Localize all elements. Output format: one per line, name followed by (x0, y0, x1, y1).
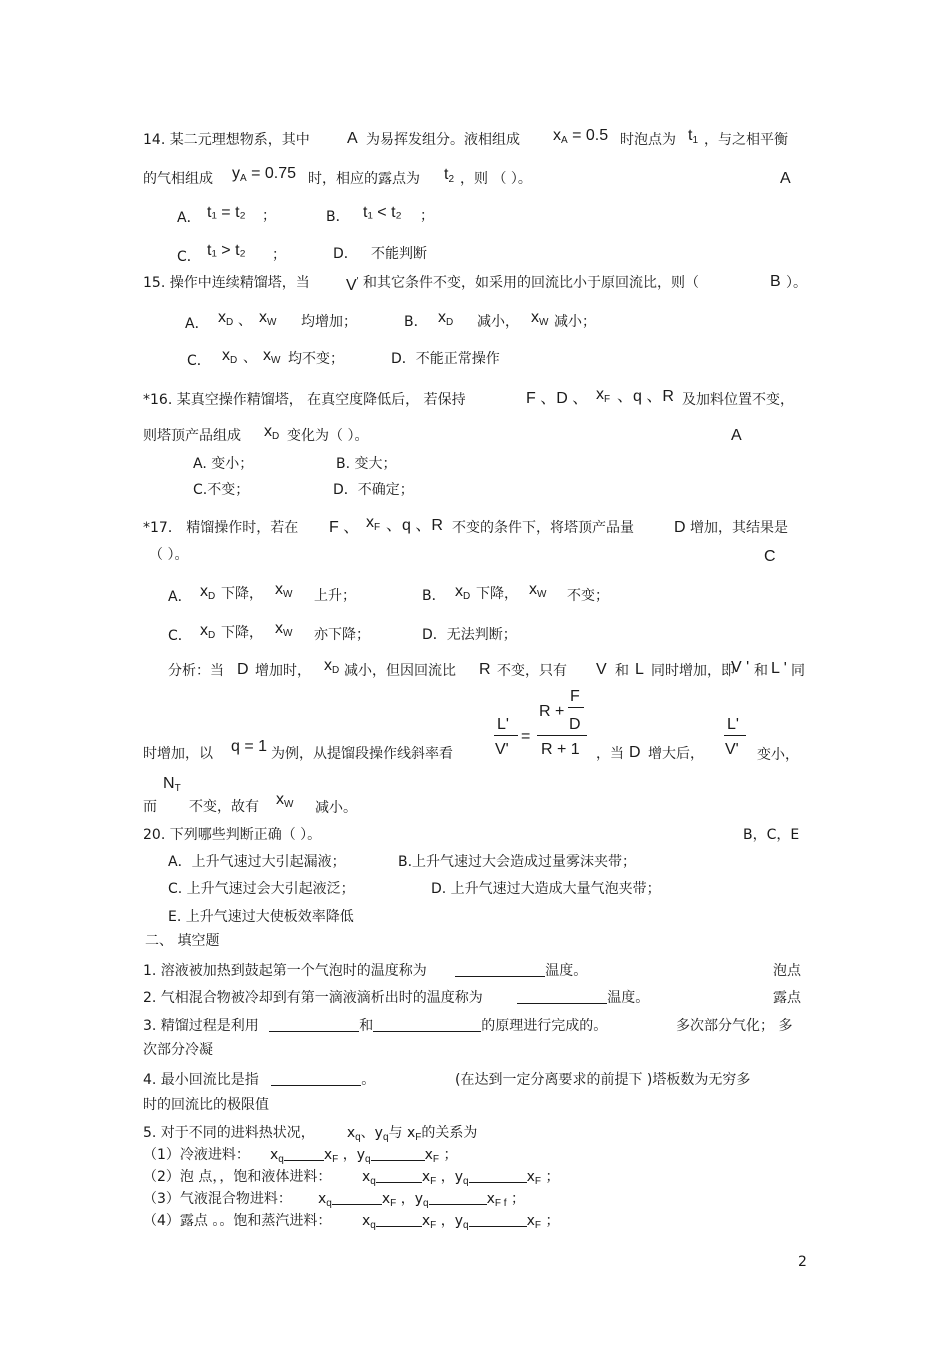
q17-optB-t1: 下降， (476, 586, 518, 602)
q17-vars1: F 、 (329, 519, 360, 536)
q20-optB: B.上升气速过大会造成过量雾沫夹带； (398, 854, 637, 870)
q5-r1-rel: $x_q$ $x_F$ ，$y_q$ $x_F$ ； (270, 1147, 458, 1165)
q14-optB-end: ； (420, 208, 434, 224)
q5-r4: （4）露点 。。饱和蒸汽进料： (143, 1213, 332, 1229)
fill-4: 4. 最小回流比是指 。 (143, 1072, 376, 1088)
q17-optB-t2: 不变； (567, 588, 609, 604)
q14-answer: A (780, 170, 791, 187)
section-2-title: 二、 填空题 (145, 933, 220, 949)
q15-optA-xD: $x_D$ (218, 309, 234, 328)
fill-4-line2: 时的回流比的极限值 (143, 1097, 269, 1113)
q15-optB-t2: 减小； (554, 314, 596, 330)
q14-cond-ya: $y_A = 0.75$ (232, 165, 297, 184)
q15-line1c: ）。 (786, 275, 807, 291)
fill-4-answer: (在达到一定分离要求的前提下 )塔板数为无穷多 (455, 1072, 751, 1088)
q15-answer: B (770, 273, 781, 290)
frac-F: F (570, 688, 580, 705)
q15-optA-label: A． (185, 316, 209, 332)
fill-2: 2. 气相混合物被冷却到有第一滴液滴析出时的温度称为 温度。 (143, 990, 650, 1006)
fill-3: 3. 精馏过程是利用 和 的原理进行完成的。 (143, 1018, 608, 1034)
q16-vars2: 、q 、R (617, 388, 674, 405)
q17-an-L: L (635, 661, 644, 678)
q16-line1: *16. 某真空操作精馏塔， 在真空度降低后， 若保持 (143, 392, 466, 408)
q17-optD: D．无法判断； (422, 627, 517, 643)
fill-2-answer: 露点 (773, 990, 801, 1006)
q17-an-line1b: 增加时， (255, 663, 311, 679)
q14-optA-label: A． (177, 210, 201, 226)
q14-var-A: A (347, 130, 358, 147)
q14-optD-label: D． (333, 246, 358, 262)
q15-optA-xW: $x_W$ (259, 309, 277, 328)
q17-an-line2e: 变小， (757, 747, 799, 763)
q16-optD: D．不确定； (333, 482, 414, 498)
q20-optA: A．上升气速过大引起漏液； (168, 854, 346, 870)
q15-line1b: 和其它条件不变，如采用的回流比小于原回流比，则（ (363, 275, 699, 291)
frac-line-1 (494, 735, 518, 736)
q20-optC: C. 上升气速过会大引起液泛； (168, 881, 355, 897)
q17-vars2: 、q 、R (386, 517, 443, 534)
q5-line1: 5. 对于不同的进料热状况， $x_q$、$y_q$与 $x_F$的关系为 (143, 1125, 478, 1143)
q15-optB-xW: $x_W$ (531, 309, 549, 328)
q17-an-V2: V ' (731, 659, 750, 676)
q15-var-V: V' (346, 276, 359, 294)
q16-optA: A. 变小； (193, 456, 254, 472)
q15-optB-label: B． (404, 314, 428, 330)
q17-an-xW: $x_W$ (276, 791, 294, 810)
q16-line2b: 变化为（ ）。 (287, 428, 369, 444)
q20-optD: D. 上升气速过大造成大量气泡夹带； (431, 881, 661, 897)
q20-answer: B，C，E (743, 827, 800, 843)
q14-optB-label: B． (326, 209, 350, 225)
q17-xF: $x_F$ (366, 514, 381, 533)
q15-optA-sep: 、 (238, 313, 252, 329)
frac-den: R + 1 (541, 741, 580, 758)
q17-an-line1f: 同时增加，即 (651, 663, 735, 679)
q17-an-NT: $N_T$ (163, 775, 181, 794)
q20-optE: E. 上升气速过大使板效率降低 (168, 909, 354, 925)
q14-optA: t₁ = t₂ (207, 204, 246, 221)
page-number: 2 (798, 1254, 807, 1270)
q14-optC: t₁ > t₂ (207, 242, 246, 259)
q17-an-xD: $x_D$ (324, 657, 340, 676)
q17-an-line2a: 时增加，以 (143, 746, 213, 762)
q15-optB-xD: $x_D$ (438, 309, 454, 328)
q16-answer: A (731, 427, 742, 444)
q17-an-and1: 和 (615, 663, 629, 679)
q14-line1d: ，与之相平衡 (704, 132, 788, 148)
q14-cond-xa: $x_A = 0.5$ (553, 127, 609, 146)
q14-line2: 的气相组成 (143, 171, 213, 187)
q17-an-line2d: 增大后， (648, 746, 704, 762)
q17-optA-t1: 下降， (221, 586, 263, 602)
q15-optA-text: 均增加； (301, 314, 357, 330)
q17-line1: *17． 精馏操作时，若在 (143, 520, 299, 536)
q14-line1c: 时泡点为 (620, 132, 676, 148)
q16-vars: F 、D 、 (526, 390, 589, 407)
q16-line2: 则塔顶产品组成 (143, 428, 241, 444)
fill-1: 1. 溶液被加热到鼓起第一个气泡时的温度称为 温度。 (143, 963, 588, 979)
q17-an-line3b: 不变，故有 (189, 799, 259, 815)
q17-line1c: 增加，其结果是 (690, 520, 788, 536)
q17-an-line1a: 分析：当 (168, 663, 224, 679)
q14-optC-end: ； (272, 247, 286, 263)
q14-optB: t₁ < t₂ (363, 204, 402, 221)
frac-V: V' (495, 741, 509, 758)
q5-r1: （1）冷液进料： (143, 1147, 250, 1163)
q14-t2: $t_2$ (444, 166, 455, 185)
q14-line2b: 时，相应的露点为 (308, 171, 420, 187)
q17-an-q1: q = 1 (231, 738, 268, 755)
q16-optC: C.不变； (193, 482, 250, 498)
frac-line-2 (537, 735, 587, 736)
q15-optC-text: 均不变； (288, 351, 344, 367)
q17-an-V: V (596, 661, 607, 678)
fill-3-line2: 次部分冷凝 (143, 1042, 213, 1058)
frac-R-plus: R + (539, 703, 565, 720)
q15-optC-xW: $x_W$ (263, 347, 281, 366)
q17-an-tong: 同 (791, 663, 805, 679)
q5-r2: （2）泡 点，，饱和液体进料： (143, 1169, 332, 1185)
fill-1-answer: 泡点 (773, 963, 801, 979)
q17-optC-t1: 下降， (221, 625, 263, 641)
q15-optC-label: C． (187, 353, 211, 369)
q17-an-L2: L ' (771, 660, 787, 677)
q14-optD: 不能判断 (371, 246, 427, 262)
q5-r3-rel: $x_q$ $x_F$ ，$y_q$ $x_{F f}$ ； (318, 1191, 525, 1209)
q17-optC-t2: 亦下降； (314, 627, 370, 643)
fill-3-answer: 多次部分气化； 多 (676, 1018, 793, 1034)
q14-line1: 14. 某二元理想物系，其中 (143, 132, 310, 148)
q17-optC-xW: $x_W$ (275, 620, 293, 639)
q15-optC-xD: $x_D$ (222, 347, 238, 366)
q15-optC-sep: 、 (243, 350, 257, 366)
q17-an-line2c: ，当 (596, 746, 624, 762)
q16-xD: $x_D$ (264, 423, 280, 442)
q15-optD: D．不能正常操作 (391, 351, 500, 367)
q20-line1: 20. 下列哪些判断正确（ ）。 (143, 827, 322, 843)
q17-optB-xW: $x_W$ (529, 581, 547, 600)
q17-an-and2: 和 (754, 663, 768, 679)
q17-an-line3c: 减小。 (315, 800, 357, 816)
q17-optA-t2: 上升； (314, 588, 356, 604)
q17-optA-xW: $x_W$ (275, 581, 293, 600)
q17-an-R: R (479, 661, 491, 678)
q17-D: D (674, 519, 686, 536)
q17-an-line1c: 减小，但因回流比 (344, 663, 456, 679)
q16-optB: B. 变大； (336, 456, 397, 472)
q17-an-line1d: 不变，只有 (497, 663, 567, 679)
q14-t1: $t_1$ (688, 127, 699, 146)
q5-r4-rel: $x_q$ $x_F$ ，$y_q$ $x_F$ ； (362, 1213, 560, 1231)
q17-optA-xD: $x_D$ (200, 583, 216, 602)
q17-optB-xD: $x_D$ (455, 583, 471, 602)
frac-L: L' (497, 716, 509, 733)
q17-an-line2b: 为例，从提馏段操作线斜率看 (271, 746, 453, 762)
q17-optA-label: A． (168, 589, 192, 605)
q16-xF: $x_F$ (596, 386, 611, 405)
q17-optC-label: C． (168, 628, 192, 644)
q17-answer: C (764, 548, 776, 565)
q14-line2c: ，则 （ ）。 (460, 171, 532, 187)
q17-line1b: 不变的条件下，将塔顶产品量 (452, 520, 634, 536)
frac-line-FD (568, 707, 584, 708)
frac2-L: L' (727, 716, 739, 733)
q5-r2-rel: $x_q$ $x_F$ ，$y_q$ $x_F$ ； (362, 1169, 560, 1187)
q14-optA-end: ； (262, 208, 276, 224)
frac-eq: = (521, 728, 531, 745)
q5-r3: （3）气液混合物进料： (143, 1191, 292, 1207)
q14-optC-label: C． (177, 249, 201, 265)
q17-optB-label: B． (422, 588, 446, 604)
q17-line2: （ ）。 (149, 547, 189, 563)
q17-an-D2: D (629, 744, 641, 761)
q15-optB-t1: 减小， (477, 314, 519, 330)
frac-D: D (569, 716, 581, 733)
q15-line1: 15. 操作中连续精馏塔，当 (143, 275, 310, 291)
q16-line1b: 及加料位置不变， (682, 392, 794, 408)
frac2-line (724, 735, 746, 736)
q17-an-line3a: 而 (143, 799, 157, 815)
q17-optC-xD: $x_D$ (200, 622, 216, 641)
q17-an-D: D (237, 661, 249, 678)
frac2-V: V' (725, 741, 739, 758)
q14-line1b: 为易挥发组分。液相组成 (366, 132, 520, 148)
